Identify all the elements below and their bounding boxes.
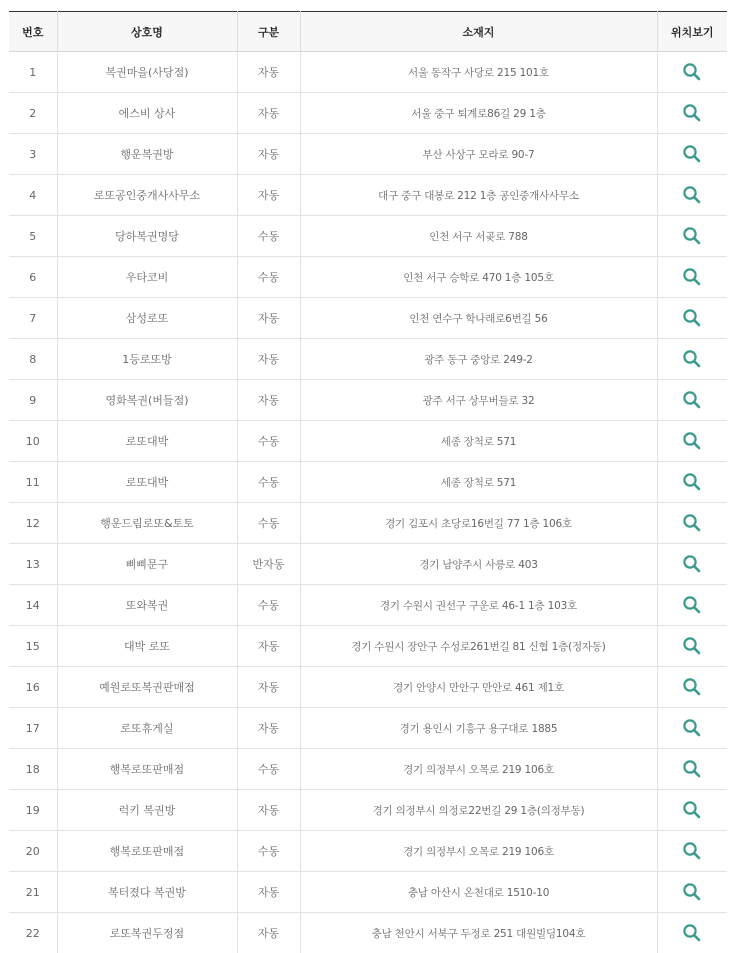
row-number: 1 (9, 52, 57, 93)
table-row (9, 257, 727, 298)
row-number: 12 (9, 503, 57, 544)
location-cell (657, 134, 727, 175)
purchase-type: 수동 (237, 462, 300, 503)
view-location-button[interactable] (682, 472, 702, 492)
row-number: 6 (9, 257, 57, 298)
search-icon (682, 308, 702, 328)
search-icon (682, 923, 702, 943)
store-name: 대박 로또 (57, 626, 237, 667)
purchase-type: 자동 (237, 93, 300, 134)
table-row (9, 175, 727, 216)
header-no: 번호 (9, 12, 57, 52)
location-cell (657, 257, 727, 298)
view-location-button[interactable] (682, 636, 702, 656)
store-name: 럭키 복권방 (57, 790, 237, 831)
store-address: 경기 의정부시 의정로22번길 29 1층(의정부동) (300, 790, 657, 831)
view-location-button[interactable] (682, 267, 702, 287)
store-name: 삐삐문구 (57, 544, 237, 585)
store-address: 경기 안양시 만안구 만안로 461 제1호 (300, 667, 657, 708)
row-number: 4 (9, 175, 57, 216)
store-address: 서울 중구 퇴계로86길 29 1층 (300, 93, 657, 134)
view-location-button[interactable] (682, 718, 702, 738)
store-address: 충남 아산시 온천대로 1510-10 (300, 872, 657, 913)
table-row (9, 708, 727, 749)
store-address: 인천 연수구 학나래로6번길 56 (300, 298, 657, 339)
location-cell (657, 462, 727, 503)
table-row (9, 134, 727, 175)
store-address: 광주 서구 상무버들로 32 (300, 380, 657, 421)
row-number: 20 (9, 831, 57, 872)
table-row (9, 831, 727, 872)
store-address: 경기 용인시 기흥구 용구대로 1885 (300, 708, 657, 749)
table-row (9, 216, 727, 257)
view-location-button[interactable] (682, 923, 702, 943)
search-icon (682, 595, 702, 615)
search-icon (682, 390, 702, 410)
location-cell (657, 175, 727, 216)
store-address: 인천 서구 승학로 470 1층 105호 (300, 257, 657, 298)
view-location-button[interactable] (682, 431, 702, 451)
location-cell (657, 503, 727, 544)
store-name: 로또휴게실 (57, 708, 237, 749)
search-icon (682, 554, 702, 574)
store-address: 경기 수원시 장안구 수성로261번길 81 신협 1층(정자동) (300, 626, 657, 667)
location-cell (657, 216, 727, 257)
table-row (9, 52, 727, 93)
table-row (9, 667, 727, 708)
store-address: 대구 중구 대봉로 212 1층 공인중개사사무소 (300, 175, 657, 216)
view-location-button[interactable] (682, 103, 702, 123)
location-cell (657, 298, 727, 339)
store-name: 행복로또판매점 (57, 831, 237, 872)
store-name: 당하복권명당 (57, 216, 237, 257)
purchase-type: 자동 (237, 339, 300, 380)
table-row (9, 749, 727, 790)
view-location-button[interactable] (682, 882, 702, 902)
purchase-type: 수동 (237, 749, 300, 790)
table-row (9, 790, 727, 831)
row-number: 7 (9, 298, 57, 339)
search-icon (682, 226, 702, 246)
store-name: 1등로또방 (57, 339, 237, 380)
row-number: 16 (9, 667, 57, 708)
table-row (9, 626, 727, 667)
search-icon (682, 677, 702, 697)
purchase-type: 수동 (237, 503, 300, 544)
table-row (9, 421, 727, 462)
store-table (9, 11, 727, 953)
view-location-button[interactable] (682, 226, 702, 246)
location-cell (657, 831, 727, 872)
table-row (9, 339, 727, 380)
search-icon (682, 800, 702, 820)
store-address: 경기 김포시 초당로16번길 77 1층 106호 (300, 503, 657, 544)
location-cell (657, 913, 727, 953)
purchase-type: 자동 (237, 380, 300, 421)
location-cell (657, 339, 727, 380)
view-location-button[interactable] (682, 308, 702, 328)
store-name: 에스비 상사 (57, 93, 237, 134)
search-icon (682, 431, 702, 451)
store-name: 로또공인중개사사무소 (57, 175, 237, 216)
table-row (9, 380, 727, 421)
table-row (9, 544, 727, 585)
view-location-button[interactable] (682, 554, 702, 574)
location-cell (657, 667, 727, 708)
row-number: 22 (9, 913, 57, 953)
store-address: 세종 장척로 571 (300, 462, 657, 503)
view-location-button[interactable] (682, 185, 702, 205)
store-address: 광주 동구 중앙로 249-2 (300, 339, 657, 380)
store-name: 우타코비 (57, 257, 237, 298)
search-icon (682, 513, 702, 533)
row-number: 13 (9, 544, 57, 585)
row-number: 10 (9, 421, 57, 462)
purchase-type: 수동 (237, 216, 300, 257)
search-icon (682, 636, 702, 656)
store-name: 행운복권방 (57, 134, 237, 175)
table-body (9, 52, 727, 953)
store-name: 로또대박 (57, 421, 237, 462)
location-cell (657, 790, 727, 831)
search-icon (682, 267, 702, 287)
purchase-type: 자동 (237, 872, 300, 913)
location-cell (657, 749, 727, 790)
view-location-button[interactable] (682, 595, 702, 615)
purchase-type: 자동 (237, 667, 300, 708)
store-address: 인천 서구 서곶로 788 (300, 216, 657, 257)
view-location-button[interactable] (682, 513, 702, 533)
purchase-type: 자동 (237, 626, 300, 667)
store-name: 복권마을(사당점) (57, 52, 237, 93)
view-location-button[interactable] (682, 800, 702, 820)
view-location-button[interactable] (682, 841, 702, 861)
search-icon (682, 185, 702, 205)
row-number: 17 (9, 708, 57, 749)
store-name: 로또대박 (57, 462, 237, 503)
store-address: 충남 천안시 서북구 두정로 251 대원빌딩104호 (300, 913, 657, 953)
row-number: 9 (9, 380, 57, 421)
table-row (9, 93, 727, 134)
header-location: 위치보기 (657, 12, 727, 52)
view-location-button[interactable] (682, 62, 702, 82)
header-row (9, 12, 727, 52)
view-location-button[interactable] (682, 759, 702, 779)
store-address: 경기 수원시 권선구 구운로 46-1 1층 103호 (300, 585, 657, 626)
header-address: 소재지 (300, 12, 657, 52)
row-number: 19 (9, 790, 57, 831)
store-name: 또와복권 (57, 585, 237, 626)
search-icon (682, 841, 702, 861)
view-location-button[interactable] (682, 349, 702, 369)
row-number: 5 (9, 216, 57, 257)
search-icon (682, 144, 702, 164)
row-number: 18 (9, 749, 57, 790)
purchase-type: 수동 (237, 585, 300, 626)
store-address: 세종 장척로 571 (300, 421, 657, 462)
store-address: 서울 동작구 사당로 215 101호 (300, 52, 657, 93)
store-address: 경기 의정부시 오목로 219 106호 (300, 831, 657, 872)
store-address: 부산 사상구 모라로 90-7 (300, 134, 657, 175)
search-icon (682, 472, 702, 492)
view-location-button[interactable] (682, 144, 702, 164)
search-icon (682, 718, 702, 738)
purchase-type: 자동 (237, 134, 300, 175)
view-location-button[interactable] (682, 390, 702, 410)
view-location-button[interactable] (682, 677, 702, 697)
row-number: 3 (9, 134, 57, 175)
search-icon (682, 349, 702, 369)
purchase-type: 수동 (237, 421, 300, 462)
search-icon (682, 759, 702, 779)
table-row (9, 462, 727, 503)
header-type: 구분 (237, 12, 300, 52)
header-name: 상호명 (57, 12, 237, 52)
table-row (9, 585, 727, 626)
row-number: 11 (9, 462, 57, 503)
table-row (9, 872, 727, 913)
location-cell (657, 421, 727, 462)
store-name: 삼성로또 (57, 298, 237, 339)
purchase-type: 반자동 (237, 544, 300, 585)
store-name: 로또복권두정점 (57, 913, 237, 953)
row-number: 21 (9, 872, 57, 913)
row-number: 15 (9, 626, 57, 667)
table-row (9, 503, 727, 544)
location-cell (657, 52, 727, 93)
location-cell (657, 585, 727, 626)
purchase-type: 자동 (237, 175, 300, 216)
store-name: 영화복권(버들점) (57, 380, 237, 421)
search-icon (682, 882, 702, 902)
purchase-type: 자동 (237, 298, 300, 339)
store-name: 예원로또복권판매점 (57, 667, 237, 708)
row-number: 2 (9, 93, 57, 134)
table-row (9, 913, 727, 953)
search-icon (682, 62, 702, 82)
row-number: 8 (9, 339, 57, 380)
location-cell (657, 708, 727, 749)
location-cell (657, 544, 727, 585)
location-cell (657, 380, 727, 421)
table-row (9, 298, 727, 339)
table-header (9, 12, 727, 52)
location-cell (657, 872, 727, 913)
store-name: 행운드림로또&토토 (57, 503, 237, 544)
location-cell (657, 626, 727, 667)
purchase-type: 자동 (237, 708, 300, 749)
purchase-type: 수동 (237, 831, 300, 872)
purchase-type: 자동 (237, 52, 300, 93)
row-number: 14 (9, 585, 57, 626)
store-name: 행복로또판매점 (57, 749, 237, 790)
search-icon (682, 103, 702, 123)
purchase-type: 자동 (237, 790, 300, 831)
store-name: 복터졌다 복권방 (57, 872, 237, 913)
store-address: 경기 의정부시 오목로 219 106호 (300, 749, 657, 790)
purchase-type: 수동 (237, 257, 300, 298)
location-cell (657, 93, 727, 134)
store-address: 경기 남양주시 사릉로 403 (300, 544, 657, 585)
purchase-type: 자동 (237, 913, 300, 953)
